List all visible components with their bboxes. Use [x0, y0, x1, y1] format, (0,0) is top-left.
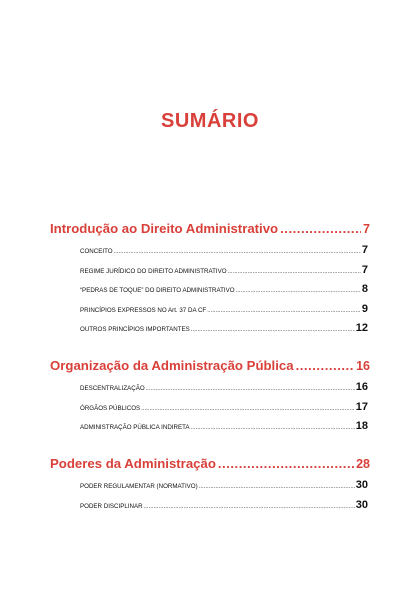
dot-leader — [199, 484, 355, 490]
entry-label: ÓRGÃOS PÚBLICOS — [80, 404, 141, 412]
toc-section-intro — [50, 221, 370, 342]
entry-label: PODER REGULAMENTAR (NORMATIVO) — [80, 483, 198, 490]
dot-leader — [207, 308, 361, 314]
entry-page-number: 8 — [361, 283, 368, 295]
entry-page-number: 12 — [355, 322, 368, 334]
section-heading[interactable] — [50, 358, 370, 373]
entry-page-number: 7 — [361, 244, 368, 256]
entry-label: REGIME JURÍDICO DO DIREITO ADMINISTRATIVO — [80, 267, 227, 275]
toc-entry[interactable] — [80, 283, 368, 303]
entry-page-number: 30 — [355, 479, 368, 491]
toc-entry[interactable] — [80, 322, 368, 342]
dot-leader — [296, 358, 355, 373]
entry-page-number: 16 — [355, 381, 368, 393]
dot-leader — [191, 327, 355, 333]
dot-leader — [141, 406, 355, 412]
section-title: Introdução ao Direito Administrativo — [50, 221, 279, 236]
toc-entry[interactable] — [80, 479, 368, 499]
dot-leader — [218, 456, 354, 471]
entry-label: ADMINISTRAÇÃO PÚBLICA INDIRETA — [80, 424, 190, 431]
dot-leader — [144, 504, 355, 510]
toc-entry[interactable] — [80, 401, 368, 421]
toc-entry[interactable] — [80, 303, 368, 323]
entry-page-number: 17 — [355, 400, 368, 413]
toc-section-organizacao — [50, 358, 370, 440]
page-title: SUMÁRIO — [161, 110, 259, 132]
toc-entry[interactable] — [80, 420, 368, 440]
section-page-number: 28 — [356, 457, 370, 471]
entry-page-number: 7 — [361, 263, 368, 276]
dot-leader — [280, 221, 361, 236]
dot-leader — [236, 288, 361, 294]
toc-entry[interactable] — [80, 264, 368, 284]
toc-entry[interactable] — [80, 499, 368, 519]
section-page-number: 16 — [356, 359, 370, 373]
section-heading[interactable] — [50, 221, 370, 236]
entry-page-number: 9 — [361, 302, 368, 315]
entry-label: CONCEITO — [80, 248, 113, 255]
entry-label: PRINCÍPIOS EXPRESSOS NO Art. 37 DA CF — [80, 306, 207, 314]
entry-page-number: 30 — [355, 498, 368, 511]
section-page-number: 7 — [363, 222, 370, 236]
entry-label: OUTROS PRINCÍPIOS IMPORTANTES — [80, 326, 190, 333]
section-title: Poderes da Administração — [50, 456, 216, 471]
entry-label: “PEDRAS DE TOQUE” DO DIREITO ADMINISTRATIVO — [80, 287, 235, 294]
entry-label: DESCENTRALIZAÇÃO — [80, 385, 145, 392]
entry-page-number: 18 — [355, 420, 368, 432]
toc-entry[interactable] — [80, 244, 368, 264]
dot-leader — [114, 249, 361, 255]
section-title: Organização da Administração Pública — [50, 358, 294, 373]
entry-label: PODER DISCIPLINAR — [80, 502, 143, 510]
toc-section-poderes — [50, 456, 370, 518]
toc-entry[interactable] — [80, 381, 368, 401]
dot-leader — [191, 425, 355, 431]
dot-leader — [146, 386, 355, 392]
section-heading[interactable] — [50, 456, 370, 471]
dot-leader — [228, 269, 361, 275]
